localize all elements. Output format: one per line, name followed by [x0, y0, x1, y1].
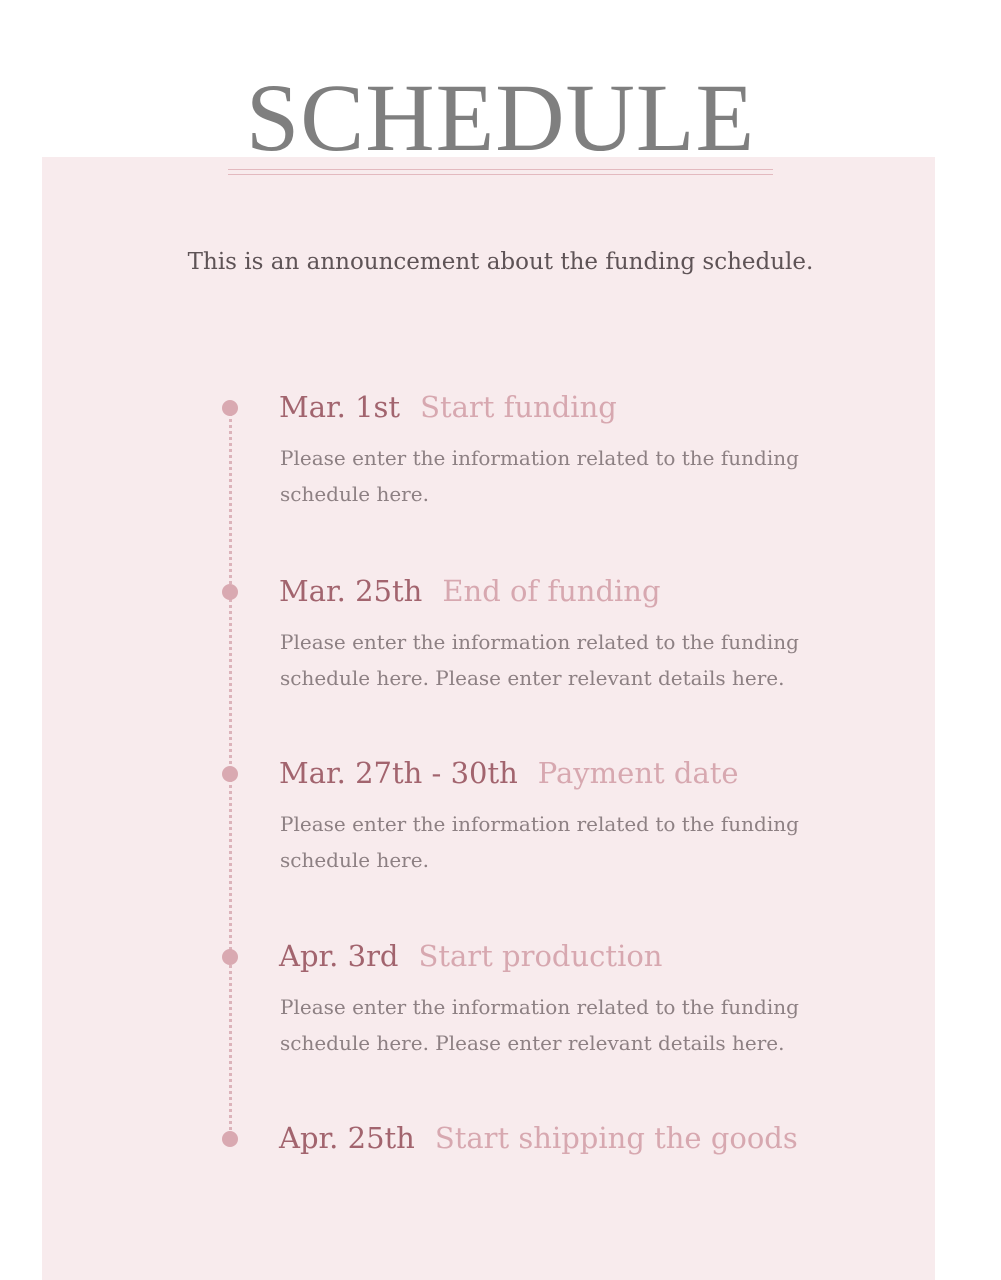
title-underline-top [228, 169, 773, 170]
event-heading [279, 1117, 798, 1159]
timeline-dot-icon [222, 400, 238, 416]
event-heading [279, 935, 662, 977]
event-label: Start funding [420, 390, 617, 424]
event-date: Apr. 25th [279, 1121, 415, 1155]
schedule-panel [42, 157, 935, 1280]
event-heading [279, 386, 617, 428]
timeline-dot-icon [222, 766, 238, 782]
page-title: SCHEDULE [245, 64, 756, 171]
event-date: Mar. 25th [279, 574, 423, 608]
event-date: Mar. 27th - 30th [279, 756, 518, 790]
event-description: Please enter the information related to the funding schedule here. [280, 812, 799, 872]
event-heading [279, 752, 739, 794]
event-description: Please enter the information related to the funding schedule here. Please enter relevant details here. [280, 630, 799, 690]
title-underline-bottom [228, 174, 773, 175]
event-description: Please enter the information related to the funding schedule here. Please enter relevant details here. [280, 995, 799, 1055]
event-date: Mar. 1st [279, 390, 401, 424]
intro-text: This is an announcement about the funding schedule. [187, 249, 814, 275]
event-date: Apr. 3rd [279, 939, 399, 973]
timeline-dot-icon [222, 1131, 238, 1147]
timeline-dot-icon [222, 949, 238, 965]
event-label: End of funding [442, 574, 661, 608]
event-label: Start production [418, 939, 663, 973]
event-heading [279, 570, 661, 612]
event-label: Start shipping the goods [434, 1121, 798, 1155]
event-description: Please enter the information related to the funding schedule here. [280, 446, 799, 506]
event-label: Payment date [537, 756, 739, 790]
timeline-dot-icon [222, 584, 238, 600]
